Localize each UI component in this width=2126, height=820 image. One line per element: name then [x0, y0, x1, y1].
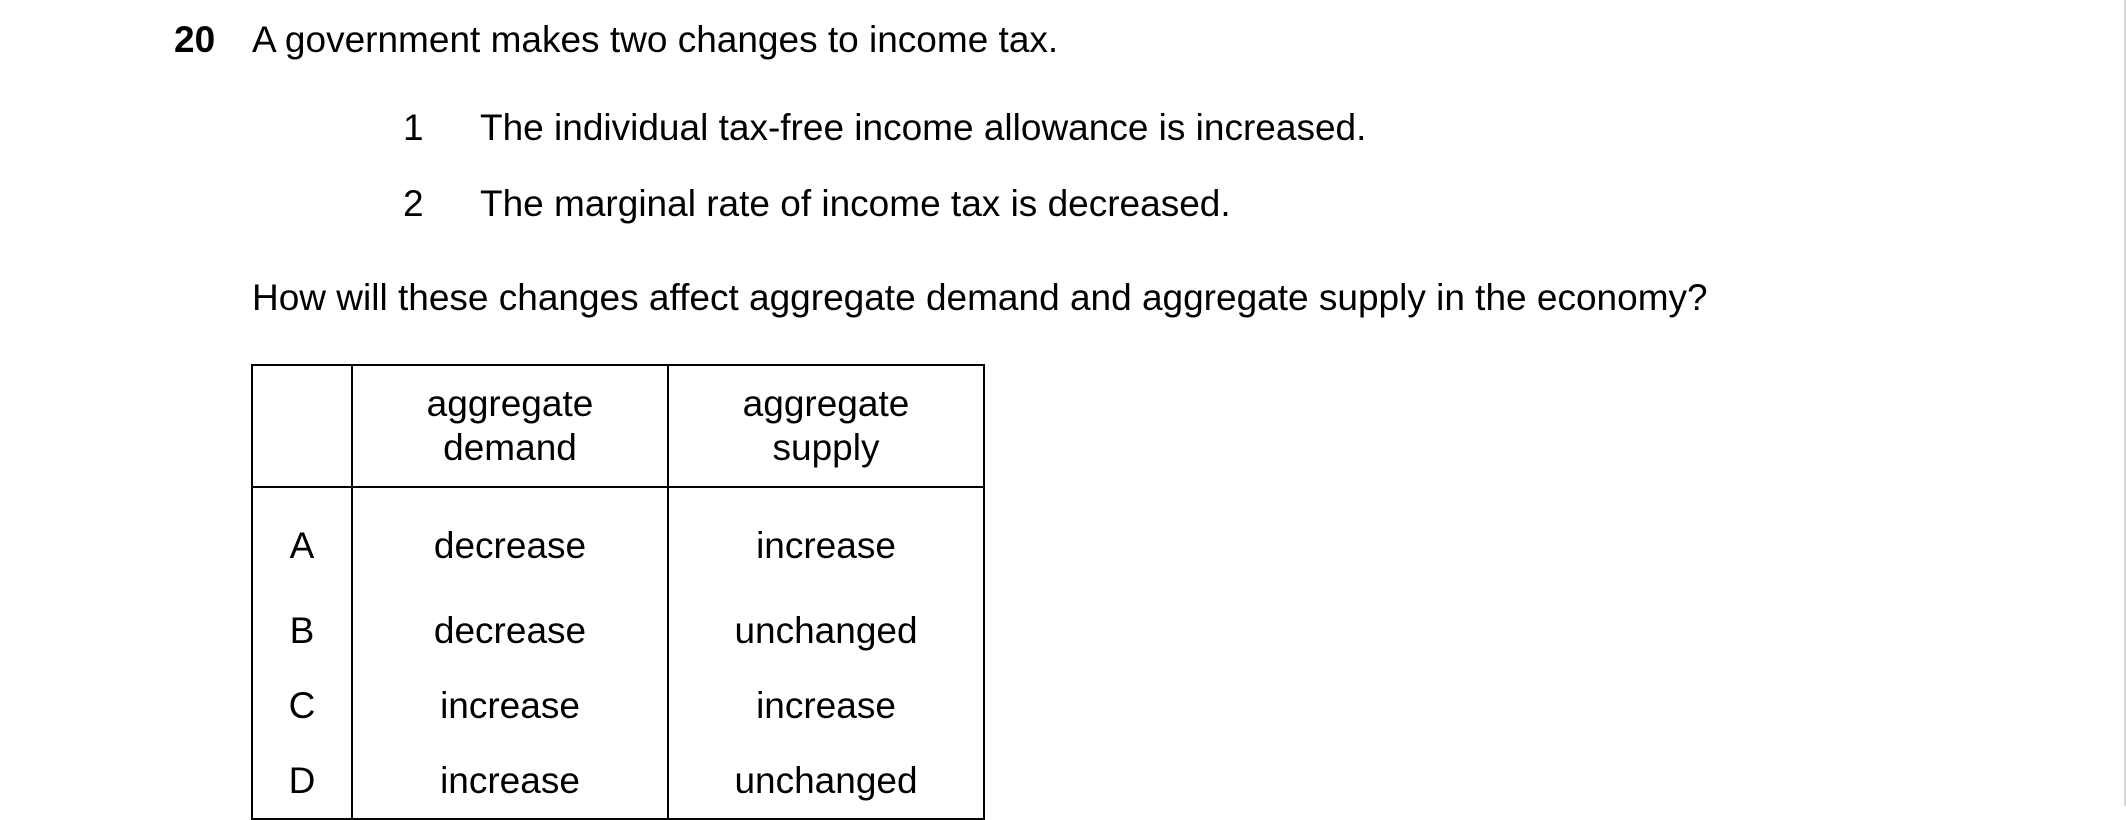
option-key: A	[252, 487, 352, 593]
option-row-d[interactable]	[252, 743, 984, 819]
option-ad-value: increase	[352, 668, 668, 743]
option-ad-value: decrease	[352, 487, 668, 593]
statement-text: The individual tax-free income allowance is increased.	[480, 107, 1367, 148]
option-ad-value: decrease	[352, 593, 668, 668]
option-as-value: unchanged	[668, 743, 984, 819]
option-row-a[interactable]	[252, 487, 984, 593]
option-as-value: unchanged	[668, 593, 984, 668]
header-as-line2: supply	[772, 427, 880, 468]
option-as-value: increase	[668, 668, 984, 743]
header-as-line1: aggregate	[742, 383, 910, 424]
header-key-cell	[252, 365, 352, 487]
header-ad-line1: aggregate	[426, 383, 594, 424]
statement-text: The marginal rate of income tax is decreased.	[480, 183, 1231, 224]
statement-number: 1	[403, 107, 424, 148]
question-stem: A government makes two changes to income tax.	[252, 19, 1059, 60]
question-number: 20	[174, 19, 216, 60]
option-key: B	[252, 593, 352, 668]
header-aggregate-demand	[352, 365, 668, 487]
table-header-row	[252, 365, 984, 487]
header-aggregate-supply	[668, 365, 984, 487]
option-key: D	[252, 743, 352, 819]
option-as-value: increase	[668, 487, 984, 593]
option-key: C	[252, 668, 352, 743]
option-row-b[interactable]	[252, 593, 984, 668]
option-row-c[interactable]	[252, 668, 984, 743]
question-prompt: How will these changes affect aggregate demand and aggregate supply in the economy?	[252, 277, 1708, 318]
statement-number: 2	[403, 183, 424, 224]
answer-options-table	[251, 364, 985, 820]
option-ad-value: increase	[352, 743, 668, 819]
header-ad-line2: demand	[443, 427, 577, 468]
